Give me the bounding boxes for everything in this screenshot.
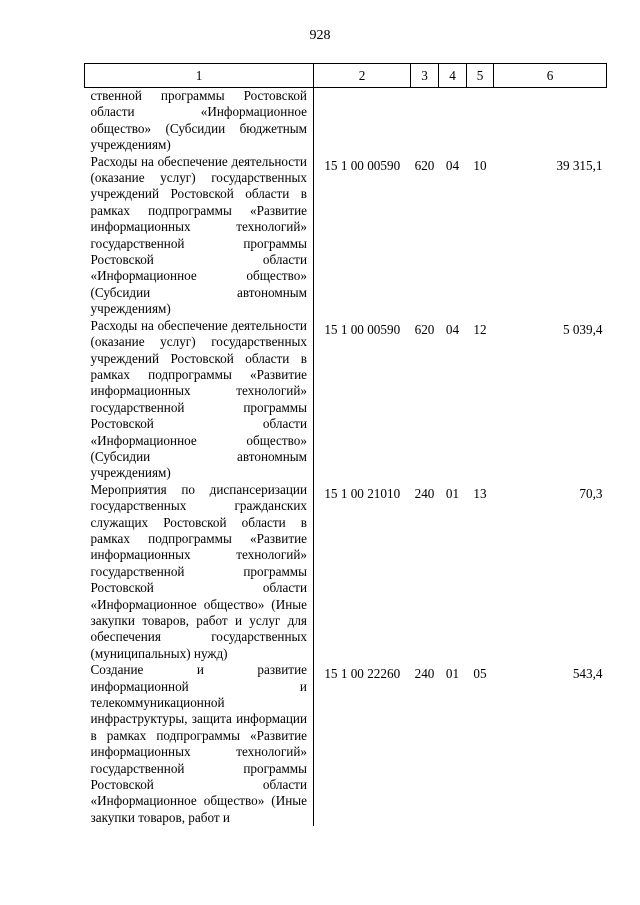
- pr-code: 05: [473, 666, 487, 682]
- amount: 543,4: [572, 666, 603, 682]
- rz-code: 01: [445, 485, 460, 501]
- amount: [494, 88, 607, 154]
- expense-name: Расходы на обеспечение деятельности (оказание услуг) государственных учреждений Ростовской области в рамках подпрограммы «Развитие информационных технологий» государственной программы Ростовской области «Информационное общество» (Субсидии автономным учреждениям): [85, 154, 314, 318]
- pr-code: 10: [473, 157, 487, 173]
- csr-code: [314, 88, 411, 154]
- csr-code: 15 1 00 00590: [324, 157, 401, 173]
- header-col-4: 4: [439, 64, 467, 88]
- table-row: [85, 318, 607, 482]
- pr-code: 12: [473, 321, 487, 337]
- table-row-continuation: [85, 88, 607, 154]
- expense-name: Создание и развитие информационной и телекоммуникационной инфраструктуры, защита информации в рамках подпрограммы «Развитие информационных технологий» государственной программы Ростовской области «Информационное общество» (Иные закупки товаров, работ и: [85, 662, 314, 826]
- header-col-5: 5: [467, 64, 494, 88]
- page-number: 928: [309, 28, 331, 43]
- table-row: [85, 482, 607, 662]
- csr-code: 15 1 00 00590: [324, 321, 401, 337]
- rz-code: 04: [445, 321, 460, 337]
- amount: 39 315,1: [556, 157, 603, 173]
- pr-code: 13: [473, 485, 487, 501]
- rz-code: [439, 88, 467, 154]
- amount: 5 039,4: [562, 321, 603, 337]
- vr-code: 620: [414, 157, 435, 173]
- header-col-6: 6: [494, 64, 607, 88]
- rz-code: 04: [445, 157, 460, 173]
- pr-code: [467, 88, 494, 154]
- expense-name: Расходы на обеспечение деятельности (оказание услуг) государственных учреждений Ростовской области в рамках подпрограммы «Развитие информационных технологий» государственной программы Ростовской области «Информационное общество» (Субсидии автономным учреждениям): [85, 318, 314, 482]
- header-col-3: 3: [411, 64, 439, 88]
- csr-code: 15 1 00 22260: [324, 666, 401, 682]
- vr-code: [411, 88, 439, 154]
- budget-table: [84, 63, 607, 826]
- vr-code: 240: [414, 485, 435, 501]
- table-row: [85, 662, 607, 826]
- header-col-1: 1: [85, 64, 314, 88]
- expense-name: ственной программы Ростовской области «Информационное общество» (Субсидии бюджетным учреждениям): [85, 88, 314, 154]
- expense-name: Мероприятия по диспансеризации государственных гражданских служащих Ростовской области в рамках подпрограммы «Развитие информационных технологий» государственной программы Ростовской области «Информационное общество» (Иные закупки товаров, работ и услуг для обеспечения государственных (муниципальных) нужд): [85, 482, 314, 662]
- vr-code: 240: [414, 666, 435, 682]
- vr-code: 620: [414, 321, 435, 337]
- header-col-2: 2: [314, 64, 411, 88]
- rz-code: 01: [445, 666, 460, 682]
- amount: 70,3: [579, 485, 603, 501]
- table-header: [85, 64, 607, 88]
- table-row: [85, 154, 607, 318]
- csr-code: 15 1 00 21010: [324, 485, 401, 501]
